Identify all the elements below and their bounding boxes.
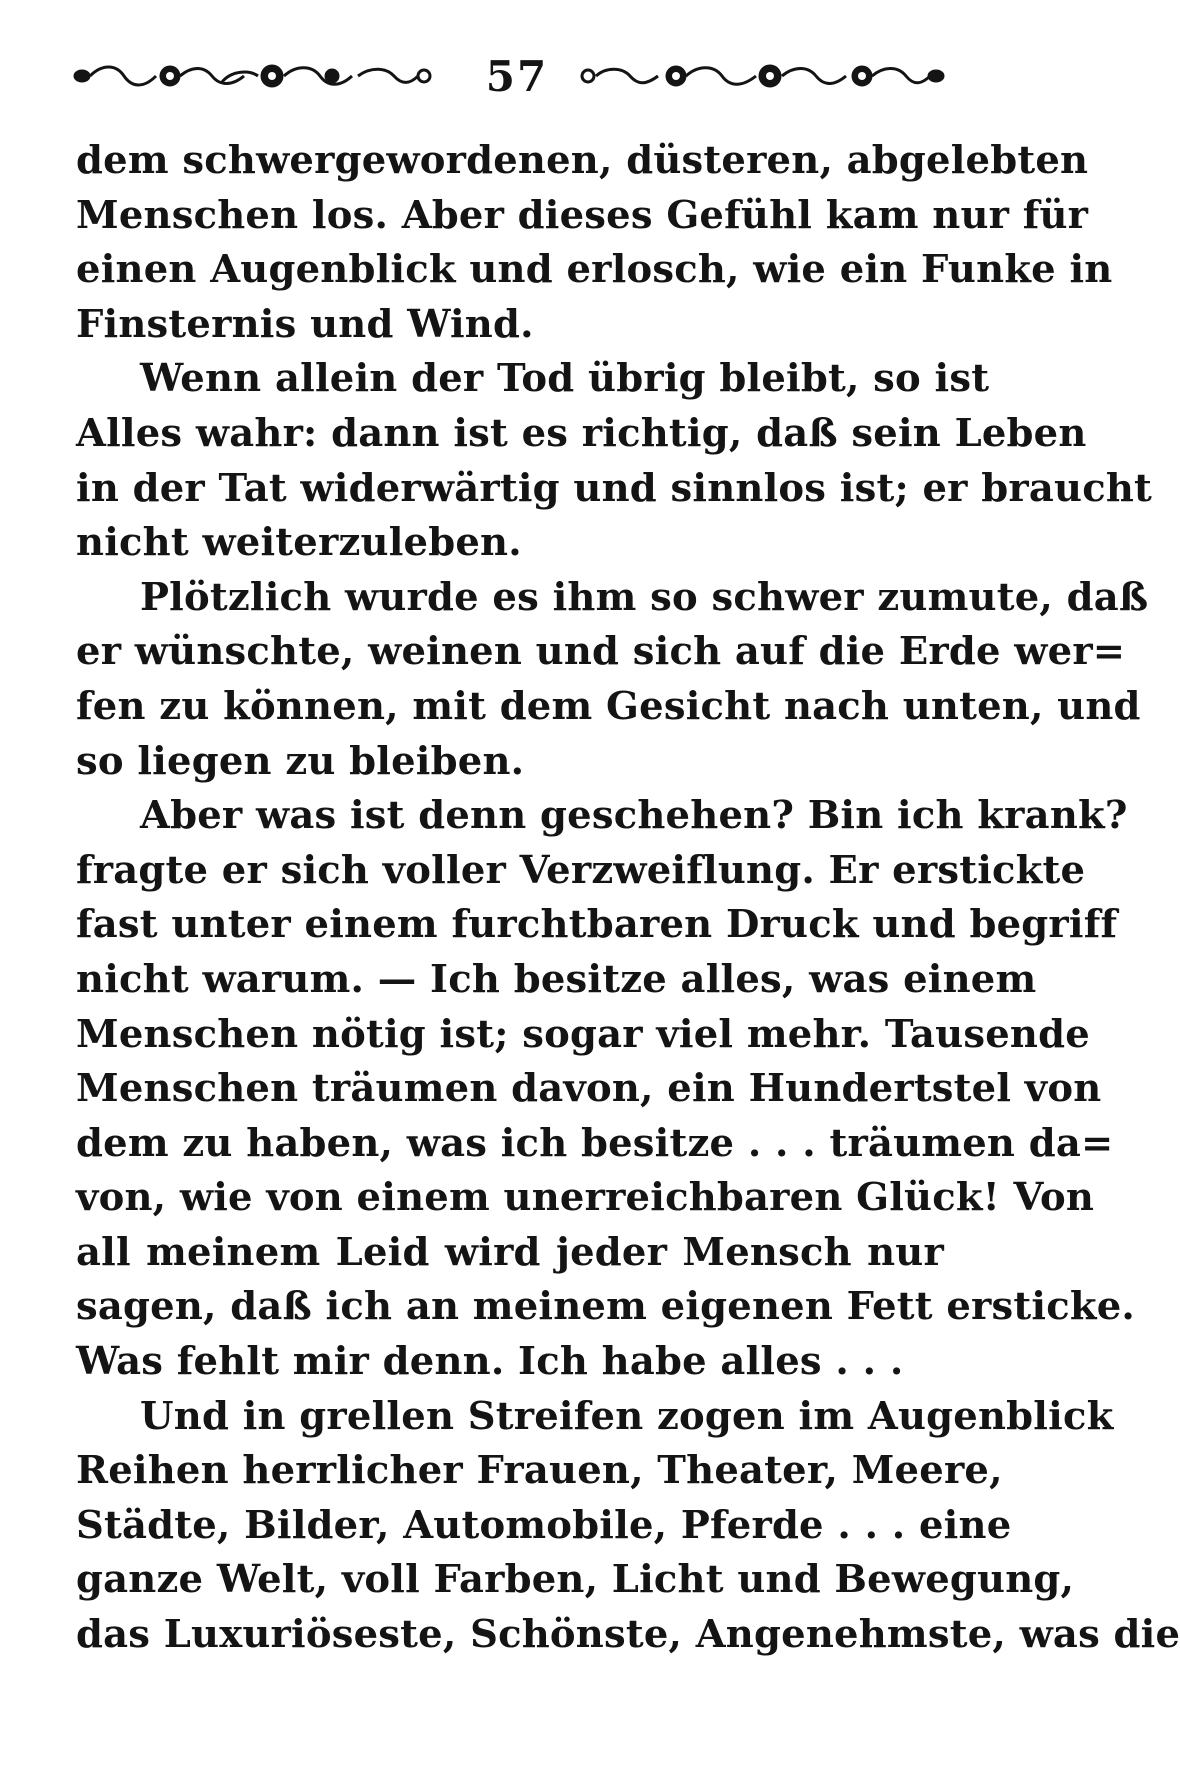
body-text bbox=[76, 134, 1180, 1663]
paragraph bbox=[76, 1390, 1180, 1663]
text-line: dem zu haben, was ich besitze . . . träumen da= bbox=[76, 1120, 1114, 1166]
paragraph bbox=[76, 571, 1149, 789]
paragraph bbox=[76, 134, 1113, 352]
text-line: Städte, Bilder, Automobile, Pferde . . . eine bbox=[76, 1502, 1012, 1548]
ornament-right-icon bbox=[580, 62, 944, 90]
text-line: Finsternis und Wind. bbox=[76, 301, 534, 347]
text-line: ganze Welt, voll Farben, Licht und Bewegung, bbox=[76, 1557, 1075, 1603]
text-line: das Luxuriöseste, Schönste, Angenehmste, was die bbox=[76, 1612, 1180, 1658]
text-line: fast unter einem furchtbaren Druck und begriff bbox=[76, 902, 1118, 948]
text-line: sagen, daß ich an meinem eigenen Fett ersticke. bbox=[76, 1284, 1136, 1330]
paragraph bbox=[76, 789, 1136, 1390]
paragraph bbox=[76, 352, 1153, 570]
text-line: Was fehlt mir denn. Ich habe alles . . . bbox=[76, 1339, 904, 1385]
text-line: all meinem Leid wird jeder Mensch nur bbox=[76, 1229, 944, 1275]
ornament-left-icon bbox=[72, 62, 432, 90]
text-line: so liegen zu bleiben. bbox=[76, 738, 525, 784]
text-line: einen Augenblick und erlosch, wie ein Funke in bbox=[76, 247, 1113, 293]
text-line: fragte er sich voller Verzweiflung. Er erstickte bbox=[76, 847, 1086, 893]
text-line: Wenn allein der Tod übrig bleibt, so ist bbox=[140, 356, 990, 402]
text-line: Aber was ist denn geschehen? Bin ich krank? bbox=[140, 793, 1128, 839]
text-line: nicht weiterzuleben. bbox=[76, 520, 522, 566]
text-line: fen zu können, mit dem Gesicht nach unten, und bbox=[76, 683, 1141, 729]
text-line: Reihen herrlicher Frauen, Theater, Meere, bbox=[76, 1448, 1003, 1494]
text-line: Und in grellen Streifen zogen im Augenblick bbox=[140, 1393, 1114, 1439]
text-line: Alles wahr: dann ist es richtig, daß sein Leben bbox=[76, 410, 1087, 456]
text-line: Plötzlich wurde es ihm so schwer zumute, daß bbox=[140, 574, 1149, 620]
text-line: dem schwergewordenen, düsteren, abgelebten bbox=[76, 138, 1089, 183]
text-line: nicht warum. — Ich besitze alles, was einem bbox=[76, 956, 1037, 1002]
text-line: Menschen los. Aber dieses Gefühl kam nur für bbox=[76, 192, 1089, 238]
page-number: 57 bbox=[485, 52, 549, 101]
text-line: in der Tat widerwärtig und sinnlos ist; er braucht bbox=[76, 465, 1153, 511]
page-header bbox=[72, 52, 944, 102]
text-line: er wünschte, weinen und sich auf die Erde wer= bbox=[76, 629, 1126, 675]
text-line: Menschen träumen davon, ein Hundertstel von bbox=[76, 1066, 1102, 1112]
text-line: von, wie von einem unerreichbaren Glück! Von bbox=[76, 1175, 1095, 1221]
text-line: Menschen nötig ist; sogar viel mehr. Tausende bbox=[76, 1011, 1090, 1057]
